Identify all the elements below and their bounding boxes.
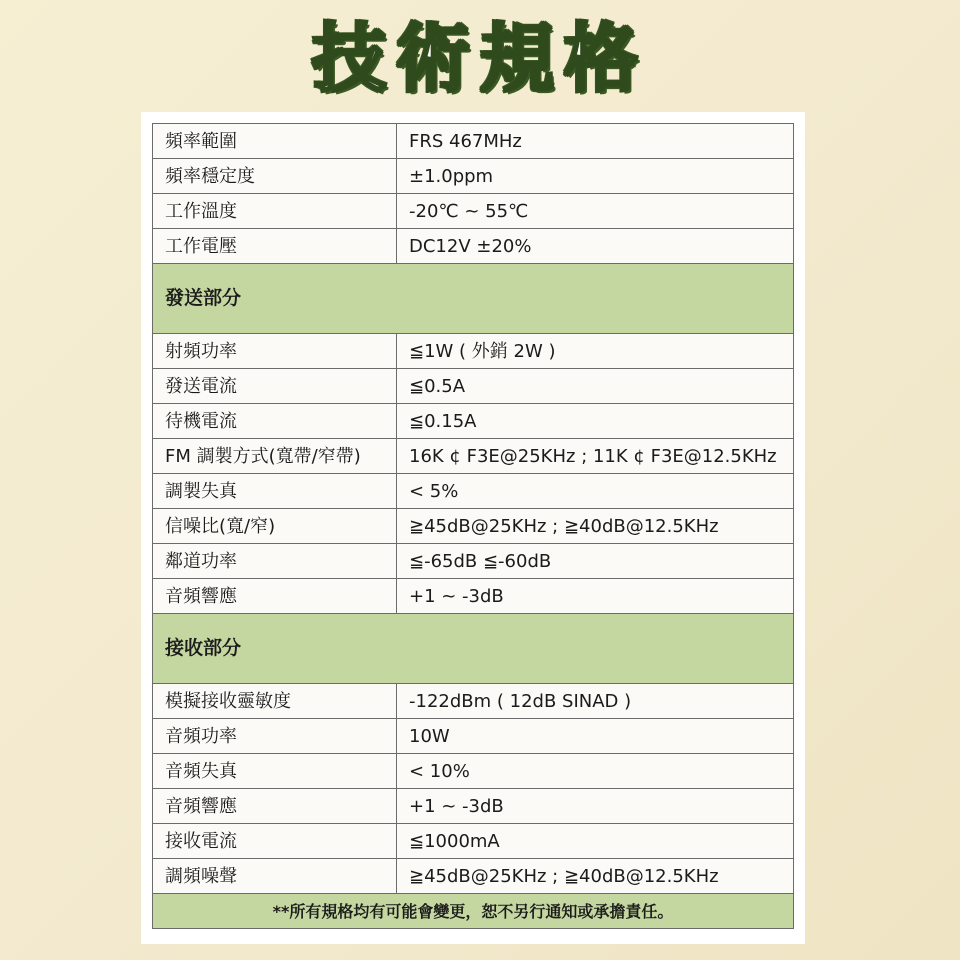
spec-label: 音頻響應 (153, 579, 397, 614)
table-row (153, 229, 794, 264)
spec-label: 工作溫度 (153, 194, 397, 229)
table-row (153, 754, 794, 789)
section-title: 發送部分 (153, 264, 794, 334)
spec-label: 接收電流 (153, 824, 397, 859)
spec-value: < 10% (397, 754, 794, 789)
spec-label: 音頻功率 (153, 719, 397, 754)
spec-value: 16K ¢ F3E@25KHz ; 11K ¢ F3E@12.5KHz (397, 439, 794, 474)
spec-value: ≧45dB@25KHz ; ≧40dB@12.5KHz (397, 509, 794, 544)
spec-value: +1 ~ -3dB (397, 789, 794, 824)
page-title: 技術規格 (312, 16, 648, 102)
spec-label: 調頻噪聲 (153, 859, 397, 894)
spec-label: 音頻響應 (153, 789, 397, 824)
section-title: 接收部分 (153, 614, 794, 684)
spec-value: FRS 467MHz (397, 124, 794, 159)
table-row (153, 334, 794, 369)
spec-label: 音頻失真 (153, 754, 397, 789)
spec-label: 鄰道功率 (153, 544, 397, 579)
spec-value: ±1.0ppm (397, 159, 794, 194)
spec-value: +1 ~ -3dB (397, 579, 794, 614)
footnote-row (153, 894, 794, 929)
table-row (153, 789, 794, 824)
spec-label: 頻率範圍 (153, 124, 397, 159)
spec-label: 待機電流 (153, 404, 397, 439)
table-row (153, 719, 794, 754)
table-row (153, 369, 794, 404)
spec-label: 信噪比(寬/窄) (153, 509, 397, 544)
spec-value: ≦0.5A (397, 369, 794, 404)
spec-value: 10W (397, 719, 794, 754)
spec-table (152, 123, 794, 929)
section-header-receive (153, 614, 794, 684)
section-header-transmit (153, 264, 794, 334)
spec-value: -20℃ ~ 55℃ (397, 194, 794, 229)
table-row (153, 474, 794, 509)
table-row (153, 544, 794, 579)
table-row (153, 859, 794, 894)
table-row (153, 509, 794, 544)
table-row (153, 684, 794, 719)
spec-value: ≧45dB@25KHz ; ≧40dB@12.5KHz (397, 859, 794, 894)
spec-label: 模擬接收靈敏度 (153, 684, 397, 719)
spec-label: 發送電流 (153, 369, 397, 404)
spec-label: 工作電壓 (153, 229, 397, 264)
spec-value: ≦1W ( 外銷 2W ) (397, 334, 794, 369)
spec-label: 頻率穩定度 (153, 159, 397, 194)
table-row (153, 824, 794, 859)
spec-value: DC12V ±20% (397, 229, 794, 264)
table-row (153, 579, 794, 614)
spec-value: ≦0.15A (397, 404, 794, 439)
spec-value: ≦1000mA (397, 824, 794, 859)
table-row (153, 159, 794, 194)
spec-label: FM 調製方式(寬帶/窄帶) (153, 439, 397, 474)
spec-label: 射頻功率 (153, 334, 397, 369)
table-row (153, 194, 794, 229)
table-row (153, 124, 794, 159)
spec-value: ≦-65dB ≦-60dB (397, 544, 794, 579)
table-row (153, 439, 794, 474)
spec-value: < 5% (397, 474, 794, 509)
footnote: **所有規格均有可能會變更，恕不另行通知或承擔責任。 (153, 894, 794, 929)
spec-value: -122dBm ( 12dB SINAD ) (397, 684, 794, 719)
table-row (153, 404, 794, 439)
spec-label: 調製失真 (153, 474, 397, 509)
